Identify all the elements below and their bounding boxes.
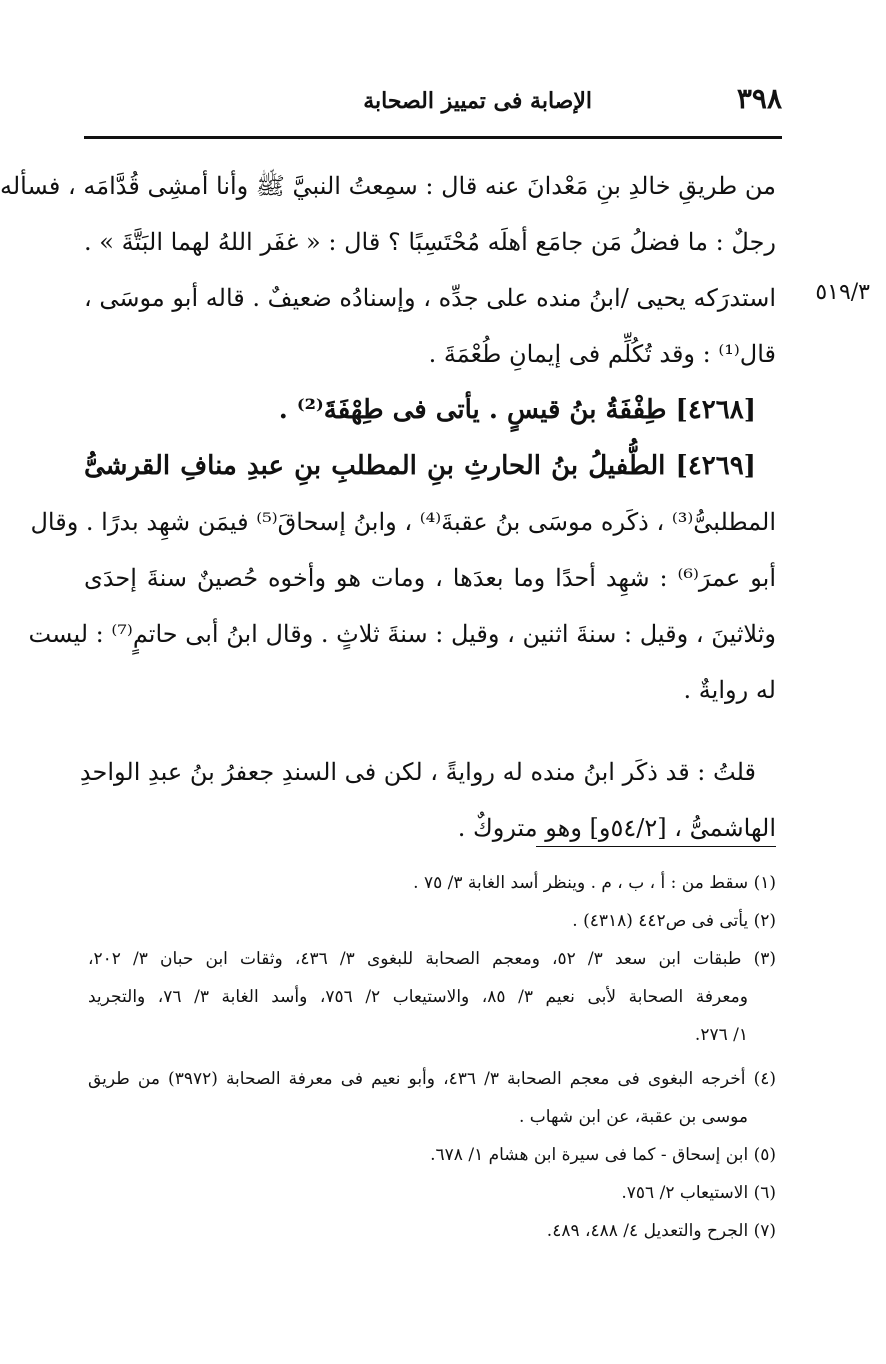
header-rule	[84, 136, 782, 139]
text-line: قلتُ : قد ذكَر ابنُ منده له روايةً ، لكن فى السندِ جعفرُ بنُ عبدِ الواحدِ	[79, 758, 756, 786]
text-line: أبو عمرَ⁽⁶⁾ : شهِد أحدًا وما بعدَها ، ومات هو وأخوه حُصينٌ سنةَ إحدَى	[84, 564, 776, 592]
footnotes	[88, 864, 776, 1250]
main-text	[0, 158, 777, 856]
text-line: قال⁽¹⁾ : وقد تُكُلِّم فى إيمانِ طُعْمَةَ .	[428, 340, 776, 368]
margin-reference: ٥١٩/٣	[815, 280, 870, 305]
entry-text: طِفْفَةُ بنُ قيسٍ . يأتى فى طِهْفَةَ⁽²⁾ .	[278, 395, 667, 425]
text-line: له روايةٌ .	[683, 676, 776, 704]
footnote-5: (٥) ابن إسحاق - كما فى سيرة ابن هشام ١/ ٦٧٨.	[430, 1145, 776, 1165]
entry-4269-head	[84, 438, 776, 494]
entry-name: الطُّفيلُ بنُ الحارثِ بنِ المطلبِ بنِ عبدِ منافِ القرشىُّ	[84, 451, 666, 481]
text-line: رجلٌ : ما فضلُ مَن جامَع أهلَه مُحْتَسِبًا ؟ قال : « غفَر اللهُ لهما البَتَّةَ » .	[84, 228, 777, 256]
footnote-3-cont: ومعرفة الصحابة لأبى نعيم ٣/ ٨٥، والاستيعاب ٢/ ٧٥٦، وأسد الغابة ٣/ ٧٦، والتجريد	[88, 987, 748, 1007]
footnote-2: (٢) يأتى فى ص٤٤٢ (٤٣١٨) .	[572, 911, 776, 931]
footnote-rule	[536, 846, 776, 847]
footnote-1: (١) سقط من : أ ، ب ، م . وينظر أسد الغابة ٣/ ٧٥ .	[413, 873, 776, 893]
footnote-4-cont: موسى بن عقبة، عن ابن شهاب .	[518, 1107, 748, 1127]
text-line: وثلاثينَ ، وقيل : سنةَ اثنين ، وقيل : سنةَ ثلاثٍ . وقال ابنُ أبى حاتمٍ⁽⁷⁾ : ليست	[28, 620, 776, 648]
page-number: ٣٩٨	[736, 82, 782, 115]
paragraph-gap	[84, 718, 776, 744]
footnote-4: (٤) أخرجه البغوى فى معجم الصحابة ٣/ ٤٣٦، وأبو نعيم فى معرفة الصحابة (٣٩٧٢) من طريق	[88, 1069, 777, 1089]
running-title: الإصابة فى تمييز الصحابة	[363, 88, 592, 114]
text-line: من طريقِ خالدِ بنِ مَعْدانَ عنه قال : سمِعتُ النبيَّ ﷺ وأنا أمشِى قُدَّامَه ، فسأله	[0, 172, 776, 200]
page-header	[84, 82, 782, 122]
entry-number: [٤٢٦٩]	[675, 451, 756, 481]
entry-4268	[84, 382, 776, 438]
footnote-6: (٦) الاستيعاب ٢/ ٧٥٦.	[621, 1183, 776, 1203]
text-line: الهاشمىُّ ، [٥٤/٢و] وهو متروكٌ .	[457, 814, 776, 842]
text-line: استدرَكه يحيى /ابنُ منده على جدِّه ، وإسنادُه ضعيفٌ . قاله أبو موسَى ،	[84, 284, 776, 312]
entry-number: [٤٢٦٨]	[675, 395, 756, 425]
text-line: المطلبىُّ⁽³⁾ ، ذكَره موسَى بنُ عقبةَ⁽⁴⁾ ، وابنُ إسحاقَ⁽⁵⁾ فيمَن شهِد بدرًا . وقال	[30, 508, 776, 536]
footnote-7: (٧) الجرح والتعديل ٤/ ٤٨٨، ٤٨٩.	[546, 1221, 776, 1241]
footnote-3: (٣) طبقات ابن سعد ٣/ ٥٢، ومعجم الصحابة للبغوى ٣/ ٤٣٦، وثقات ابن حبان ٣/ ٢٠٢،	[88, 949, 776, 969]
footnote-3-cont: ١/ ٢٧٦.	[694, 1025, 748, 1045]
